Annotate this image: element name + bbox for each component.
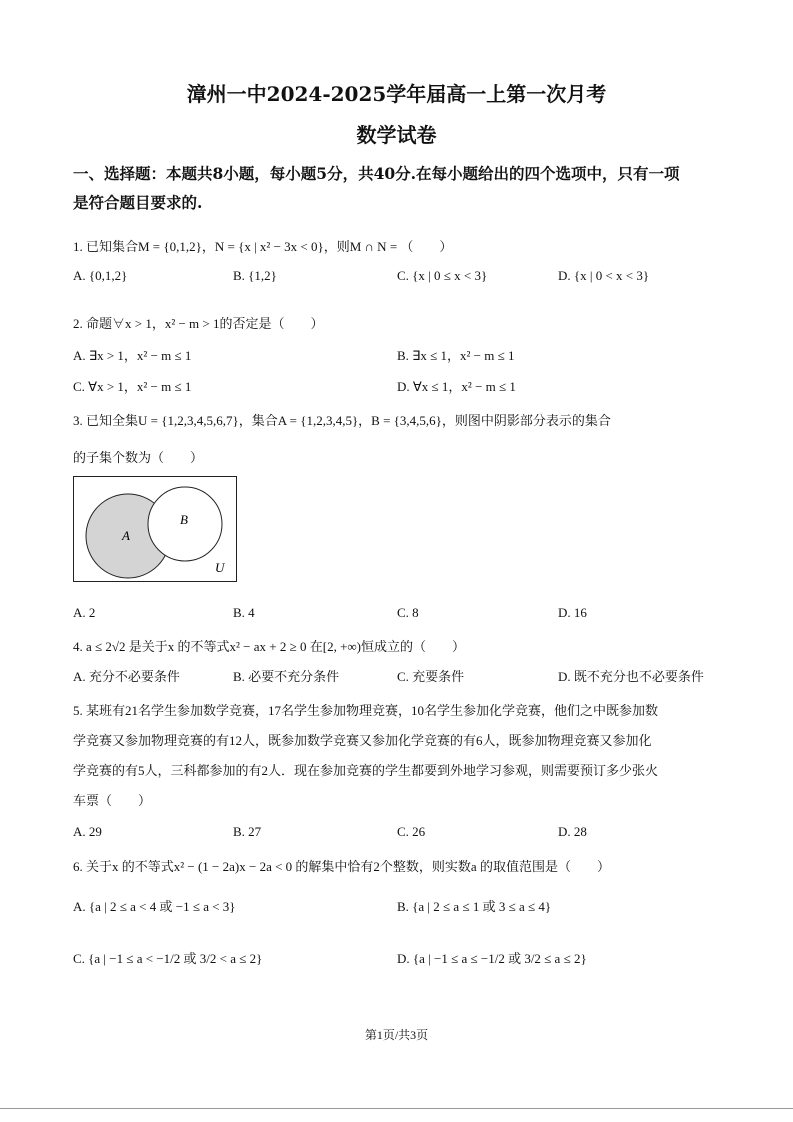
question-1-stem: 1. 已知集合M = {0,1,2}，N = {x | x² − 3x < 0}，则M ∩ N = （ ） (73, 239, 453, 254)
question-3-option-c: C. 8 (397, 605, 419, 620)
page-number: 第1页/共3页 (364, 1028, 429, 1042)
page-title: 漳州一中2024-2025学年届高一上第一次月考 (186, 82, 607, 106)
question-2-option-a: A. ∃x > 1，x² − m ≤ 1 (73, 348, 192, 363)
question-5-stem-line3: 学竞赛的有5人，三科都参加的有2人．现在参加竞赛的学生都要到外地学习参观，则需要预订多少张火 (73, 763, 659, 778)
question-5-stem-line2: 学竞赛又参加物理竞赛的有12人，既参加数学竞赛又参加化学竞赛的有6人，既参加物理竞赛又参加化 (73, 733, 652, 748)
question-2-option-d: D. ∀x ≤ 1，x² − m ≤ 1 (397, 379, 516, 394)
question-5-option-c: C. 26 (397, 824, 426, 839)
page-subtitle: 数学试卷 (356, 123, 437, 147)
venn-diagram (73, 476, 239, 584)
question-6-option-d: D. {a | −1 ≤ a ≤ −1/2 或 3/2 ≤ a ≤ 2} (397, 951, 587, 966)
question-1-option-d: D. {x | 0 < x < 3} (558, 268, 650, 283)
question-3-option-a: A. 2 (73, 605, 96, 620)
question-6-option-c: C. {a | −1 ≤ a < −1/2 或 3/2 < a ≤ 2} (73, 951, 263, 966)
question-2-option-c: C. ∀x > 1，x² − m ≤ 1 (73, 379, 192, 394)
venn-label-b: B (180, 512, 188, 527)
question-1-option-b: B. {1,2} (233, 268, 277, 283)
venn-label-u: U (215, 560, 225, 575)
question-3-stem-line2: 的子集个数为（ ） (73, 450, 204, 465)
question-4-option-b: B. 必要不充分条件 (233, 669, 340, 684)
question-3-option-b: B. 4 (233, 605, 255, 620)
question-1-option-c: C. {x | 0 ≤ x < 3} (397, 268, 488, 283)
venn-label-a: A (122, 528, 130, 543)
question-6-option-b: B. {a | 2 ≤ a ≤ 1 或 3 ≤ a ≤ 4} (397, 899, 552, 914)
question-5-option-d: D. 28 (558, 824, 587, 839)
question-5-stem-line4: 车票（ ） (73, 793, 152, 808)
question-2-stem: 2. 命题∀x > 1，x² − m > 1的否定是（ ） (73, 316, 324, 331)
question-3-option-d: D. 16 (558, 605, 587, 620)
question-4-option-c: C. 充要条件 (397, 669, 465, 684)
question-6-stem: 6. 关于x 的不等式x² − (1 − 2a)x − 2a < 0 的解集中恰有2个整数，则实数a 的取值范围是（ ） (73, 859, 610, 874)
question-4-option-d: D. 既不充分也不必要条件 (558, 669, 704, 684)
question-3-stem-line1: 3. 已知全集U = {1,2,3,4,5,6,7}，集合A = {1,2,3,4,5}，B = {3,4,5,6}，则图中阴影部分表示的集合 (73, 413, 611, 428)
section-heading-line1: 一、选择题：本题共8小题，每小题5分，共40分.在每小题给出的四个选项中，只有一项 (73, 164, 680, 183)
question-5-option-a: A. 29 (73, 824, 102, 839)
question-5-stem-line1: 5. 某班有21名学生参加数学竞赛，17名学生参加物理竞赛，10名学生参加化学竞赛，他们之中既参加数 (73, 703, 659, 718)
question-2-option-b: B. ∃x ≤ 1，x² − m ≤ 1 (397, 348, 515, 363)
question-5-option-b: B. 27 (233, 824, 262, 839)
question-4-option-a: A. 充分不必要条件 (73, 669, 180, 684)
question-6-option-a: A. {a | 2 ≤ a < 4 或 −1 ≤ a < 3} (73, 899, 236, 914)
question-1-option-a: A. {0,1,2} (73, 268, 128, 283)
question-4-stem: 4. a ≤ 2√2 是关于x 的不等式x² − ax + 2 ≥ 0 在[2, +∞)恒成立的（ ） (73, 639, 466, 654)
section-heading-line2: 是符合题目要求的. (73, 193, 203, 212)
page-bottom-divider (0, 1108, 793, 1109)
